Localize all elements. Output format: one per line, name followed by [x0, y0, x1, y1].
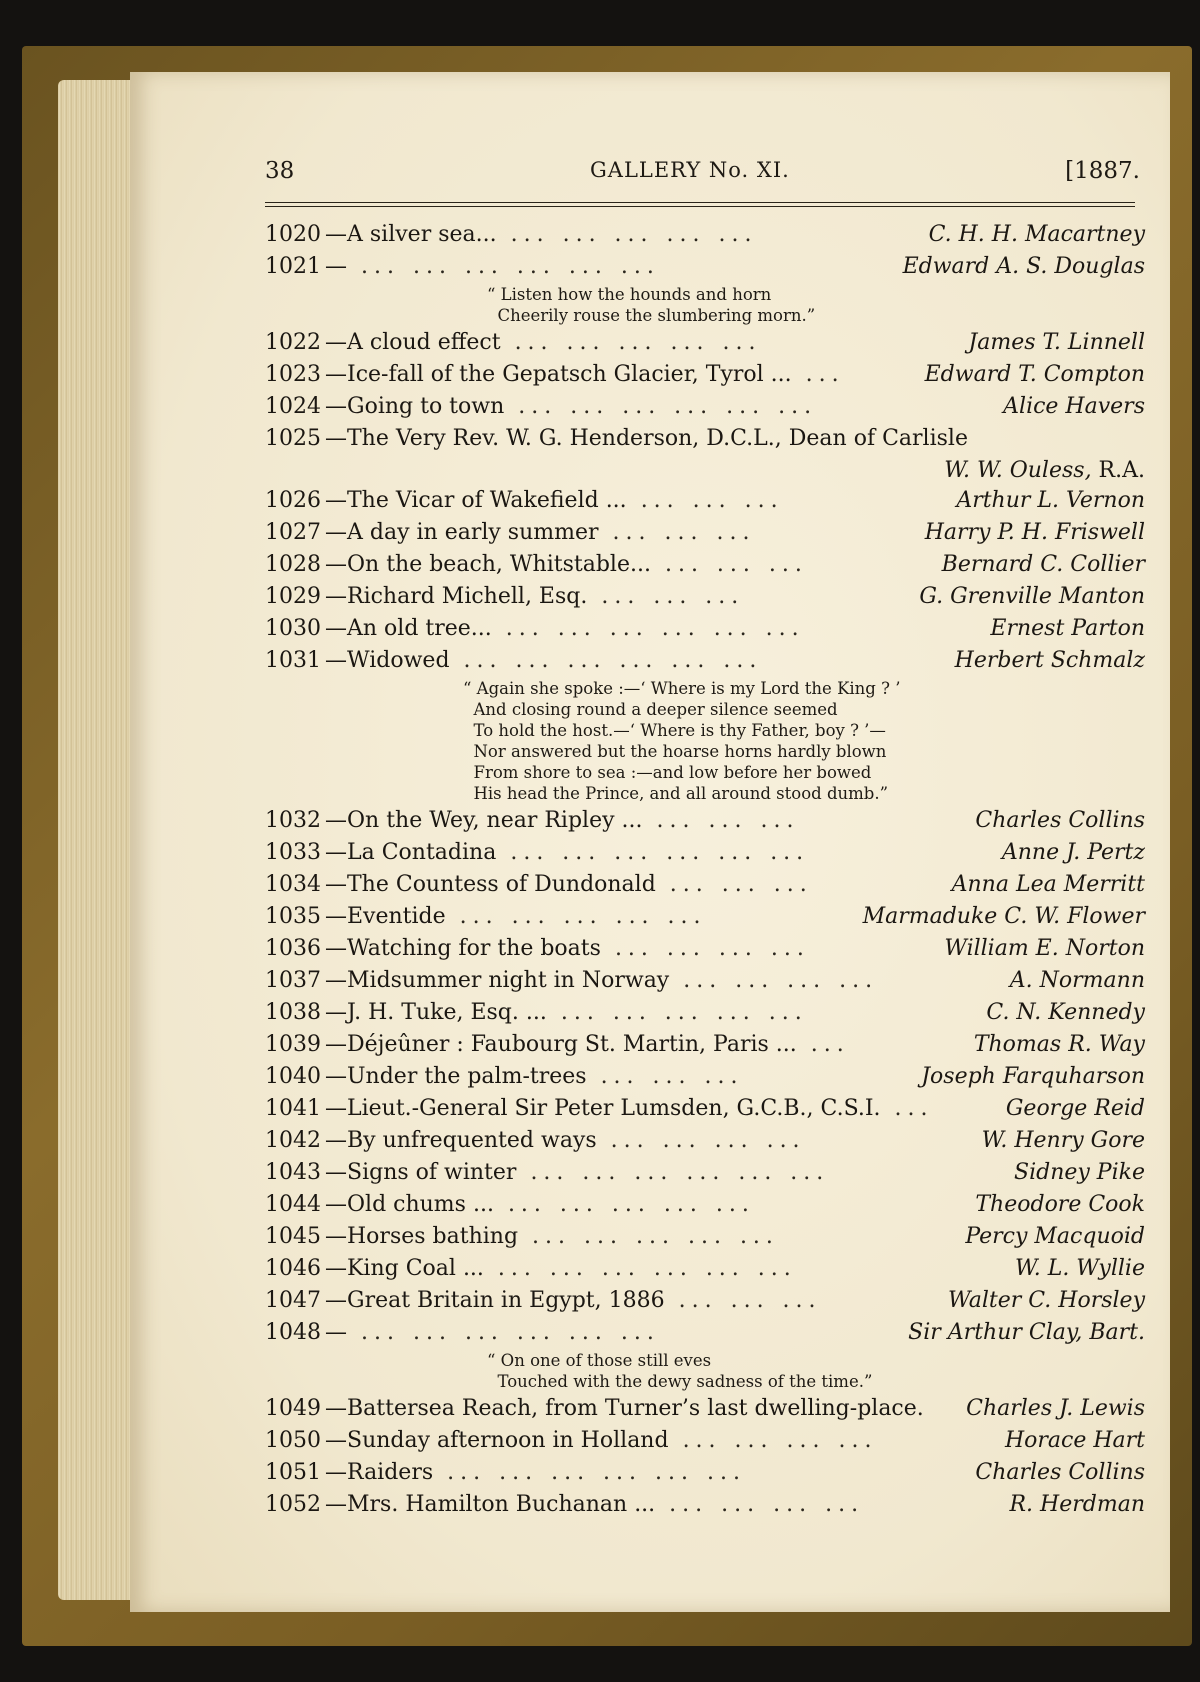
entry-artist: Anne J. Pertz — [1001, 840, 1145, 865]
catalogue-entry — [265, 254, 1145, 286]
entry-title: —A day in early summer — [325, 520, 599, 545]
entry-number: 1025 — [265, 426, 321, 451]
entry-number: 1034 — [265, 872, 321, 897]
catalogue-entry — [265, 330, 1145, 362]
entry-artist: Arthur L. Vernon — [956, 488, 1145, 513]
catalogue-entry — [265, 1096, 1145, 1128]
entry-artist: Charles J. Lewis — [966, 1396, 1145, 1421]
entry-title: —Midsummer night in Norway — [325, 968, 670, 993]
catalogue-entry — [265, 1192, 1145, 1224]
entry-title: —Going to town — [325, 394, 505, 419]
entry-title: —Battersea Reach, from Turner’s last dwelling-place. — [325, 1396, 924, 1421]
entry-artist: Alice Havers — [1003, 394, 1145, 419]
leader-dots: ... ... ... ... ... — [510, 222, 758, 247]
entry-title: —Richard Michell, Esq. — [325, 584, 588, 609]
entry-number: 1041 — [265, 1096, 321, 1121]
catalogue-entry — [265, 1224, 1145, 1256]
entry-artist: G. Grenville Manton — [919, 584, 1145, 609]
entry-number: 1023 — [265, 362, 321, 387]
leader-dots: ... ... ... ... ... ... — [518, 394, 818, 419]
catalogue-entry — [265, 1032, 1145, 1064]
entry-artist: Charles Collins — [975, 1460, 1145, 1485]
entry-title: —On the beach, Whitstable... — [325, 552, 651, 577]
entry-number: 1042 — [265, 1128, 321, 1153]
leader-dots: ... ... ... — [678, 1288, 822, 1313]
entry-title: —La Contadina — [325, 840, 497, 865]
entry-title: —Watching for the boats — [325, 936, 601, 961]
entry-artist: George Reid — [1005, 1096, 1145, 1121]
entry-artist: W. L. Wyllie — [1014, 1256, 1145, 1281]
entry-title: —On the Wey, near Ripley ... — [325, 808, 643, 833]
catalogue-entry — [265, 648, 1145, 680]
entry-quotation: “ On one of those still eves Touched with the dewy sadness of the time.” — [487, 1351, 873, 1391]
entry-title: —The Countess of Dundonald — [325, 872, 656, 897]
entry-title: —Old chums ... — [325, 1192, 494, 1217]
entry-title: —Signs of winter — [325, 1160, 517, 1185]
leader-dots: ... ... ... ... ... ... — [361, 1320, 660, 1345]
catalogue-entry — [265, 1000, 1145, 1032]
entry-artist: Ernest Parton — [990, 616, 1145, 641]
entry-artist: W. W. Ouless, R.A. — [944, 458, 1145, 483]
leader-dots: ... ... ... ... ... — [532, 1224, 779, 1249]
entry-number: 1046 — [265, 1256, 321, 1281]
leader-dots: ... ... ... — [601, 584, 745, 609]
entry-number: 1033 — [265, 840, 321, 865]
entry-artist: James T. Linnell — [968, 330, 1145, 355]
entry-number: 1021 — [265, 254, 321, 279]
catalogue-entry — [265, 1064, 1145, 1096]
entry-artist: Sidney Pike — [1014, 1160, 1145, 1185]
catalogue-entry — [265, 1128, 1145, 1160]
entry-artist: C. H. H. Macartney — [928, 222, 1145, 247]
leader-dots: ... — [894, 1096, 934, 1121]
entry-artist: Edward T. Compton — [924, 362, 1145, 387]
entry-artist: Thomas R. Way — [973, 1032, 1145, 1057]
page-number: 38 — [265, 158, 295, 184]
entry-title: —An old tree... — [325, 616, 492, 641]
leader-dots: ... ... ... ... ... ... — [497, 1256, 797, 1281]
entry-number: 1028 — [265, 552, 321, 577]
entry-number: 1024 — [265, 394, 321, 419]
page-edges — [58, 80, 136, 1600]
leader-dots: ... ... ... ... ... — [459, 904, 707, 929]
leader-dots: ... ... ... ... — [610, 1128, 806, 1153]
leader-dots: ... ... ... ... ... — [514, 330, 762, 355]
entry-title: —A cloud effect — [325, 330, 501, 355]
entry-quotation: “ Again she spoke :—‘ Where is my Lord the King ? ’ And closing round a deeper silence seemed To hold the host.—‘ Where is thy Father, boy ? ’— Nor answered but the hoarse horns hardly blown From shore to sea :—and low before her bowed His head the Prince, and all around stood dumb.” — [463, 679, 901, 803]
entry-number: 1037 — [265, 968, 321, 993]
entry-title: —The Vicar of Wakefield ... — [325, 488, 627, 513]
entry-number: 1029 — [265, 584, 321, 609]
entry-number: 1045 — [265, 1224, 321, 1249]
entry-number: 1049 — [265, 1396, 321, 1421]
entry-number: 1040 — [265, 1064, 321, 1089]
entry-artist: A. Normann — [1009, 968, 1145, 993]
leader-dots: ... ... ... — [612, 520, 756, 545]
catalogue-entry — [265, 552, 1145, 584]
entry-number: 1052 — [265, 1492, 321, 1517]
leader-dots: ... ... ... ... — [682, 1428, 878, 1453]
entry-artist: W. Henry Gore — [981, 1128, 1145, 1153]
leader-dots: ... ... ... — [640, 488, 784, 513]
entry-title: —Déjeûner : Faubourg St. Martin, Paris ... — [325, 1032, 797, 1057]
catalogue-entry — [265, 616, 1145, 648]
entry-quotation: “ Listen how the hounds and horn Cheerily rouse the slumbering morn.” — [487, 285, 816, 325]
entry-title: — — [325, 254, 347, 279]
entry-number: 1048 — [265, 1320, 321, 1345]
leader-dots: ... ... ... ... ... ... — [505, 616, 805, 641]
catalogue-entry — [265, 968, 1145, 1000]
leader-dots: ... ... ... — [656, 808, 800, 833]
entry-title: —J. H. Tuke, Esq. ... — [325, 1000, 547, 1025]
entry-title: —Eventide — [325, 904, 446, 929]
entry-title: —Under the palm-trees — [325, 1064, 587, 1089]
entry-artist: Walter C. Horsley — [948, 1288, 1145, 1313]
entry-title: —Mrs. Hamilton Buchanan ... — [325, 1492, 656, 1517]
catalogue-entry — [265, 904, 1145, 936]
artist-honour: R.A. — [1091, 458, 1145, 483]
entry-title: —The Very Rev. W. G. Henderson, D.C.L., Dean of Carlisle — [325, 426, 968, 451]
leader-dots: ... ... ... ... ... — [507, 1192, 755, 1217]
catalogue-entry — [265, 584, 1145, 616]
gallery-title: GALLERY No. XI. — [590, 158, 790, 182]
year-label: [1887. — [1065, 158, 1140, 184]
catalogue-list — [265, 222, 1145, 1524]
leader-dots: ... ... ... ... ... ... — [447, 1460, 746, 1485]
catalogue-entry — [265, 840, 1145, 872]
entry-number: 1022 — [265, 330, 321, 355]
entry-artist: Charles Collins — [975, 808, 1145, 833]
catalogue-entry — [265, 1396, 1145, 1428]
entry-artist: William E. Norton — [944, 936, 1145, 961]
catalogue-entry — [265, 808, 1145, 840]
entry-artist: Bernard C. Collier — [941, 552, 1145, 577]
entry-number: 1044 — [265, 1192, 321, 1217]
entry-artist: Percy Macquoid — [965, 1224, 1145, 1249]
entry-artist: Horace Hart — [1004, 1428, 1145, 1453]
entry-artist: Anna Lea Merritt — [951, 872, 1145, 897]
entry-number: 1039 — [265, 1032, 321, 1057]
leader-dots: ... ... ... ... ... ... — [510, 840, 810, 865]
catalogue-entry — [265, 1428, 1145, 1460]
catalogue-entry — [265, 1460, 1145, 1492]
entry-number: 1035 — [265, 904, 321, 929]
entry-title: —Raiders — [325, 1460, 434, 1485]
running-head — [265, 158, 1140, 198]
entry-title: —By unfrequented ways — [325, 1128, 597, 1153]
entry-artist: Theodore Cook — [975, 1192, 1145, 1217]
entry-title: —Lieut.-General Sir Peter Lumsden, G.C.B., C.S.I. — [325, 1096, 881, 1121]
catalogue-entry — [265, 936, 1145, 968]
entry-artist: Marmaduke C. W. Flower — [862, 904, 1145, 929]
leader-dots: ... ... ... — [600, 1064, 744, 1089]
leader-dots: ... ... ... ... — [669, 1492, 865, 1517]
entry-title: —A silver sea... — [325, 222, 497, 247]
entry-number: 1031 — [265, 648, 321, 673]
catalogue-entry — [265, 1320, 1145, 1352]
header-rule — [265, 202, 1135, 207]
catalogue-entry — [265, 222, 1145, 254]
catalogue-entry — [265, 872, 1145, 904]
entry-artist-line — [265, 458, 1145, 488]
entry-number: 1032 — [265, 808, 321, 833]
entry-title: —Great Britain in Egypt, 1886 — [325, 1288, 665, 1313]
catalogue-entry — [265, 1288, 1145, 1320]
catalogue-entry — [265, 1492, 1145, 1524]
catalogue-entry — [265, 1160, 1145, 1192]
entry-number: 1026 — [265, 488, 321, 513]
leader-dots: ... ... ... ... ... ... — [361, 254, 660, 279]
entry-number: 1047 — [265, 1288, 321, 1313]
catalogue-entry — [265, 426, 1145, 458]
entry-artist: C. N. Kennedy — [986, 1000, 1145, 1025]
leader-dots: ... ... ... ... ... ... — [530, 1160, 830, 1185]
catalogue-entry — [265, 520, 1145, 552]
entry-title: —Horses bathing — [325, 1224, 519, 1249]
entry-number: 1038 — [265, 1000, 321, 1025]
leader-dots: ... ... ... ... — [683, 968, 879, 993]
entry-number: 1020 — [265, 222, 321, 247]
entry-artist: R. Herdman — [1009, 1492, 1145, 1517]
catalogue-entry — [265, 488, 1145, 520]
entry-artist: Joseph Farquharson — [921, 1064, 1145, 1089]
entry-title: —Widowed — [325, 648, 450, 673]
catalogue-entry — [265, 394, 1145, 426]
entry-artist: Sir Arthur Clay, Bart. — [908, 1320, 1145, 1345]
leader-dots: ... — [805, 362, 845, 387]
leader-dots: ... ... ... — [664, 552, 808, 577]
entry-title: —Ice-fall of the Gepatsch Glacier, Tyrol ... — [325, 362, 792, 387]
entry-number: 1050 — [265, 1428, 321, 1453]
entry-number: 1030 — [265, 616, 321, 641]
entry-number: 1051 — [265, 1460, 321, 1485]
leader-dots: ... ... ... ... ... — [560, 1000, 808, 1025]
entry-title: — — [325, 1320, 347, 1345]
entry-number: 1043 — [265, 1160, 321, 1185]
entry-artist: Edward A. S. Douglas — [902, 254, 1145, 279]
entry-artist: Harry P. H. Friswell — [924, 520, 1145, 545]
catalogue-entry — [265, 1256, 1145, 1288]
entry-artist: Herbert Schmalz — [954, 648, 1145, 673]
entry-number: 1036 — [265, 936, 321, 961]
leader-dots: ... ... ... ... ... ... — [463, 648, 763, 673]
catalogue-entry — [265, 362, 1145, 394]
leader-dots: ... — [810, 1032, 850, 1057]
leader-dots: ... ... ... — [669, 872, 813, 897]
leader-dots: ... ... ... ... — [614, 936, 810, 961]
entry-title: —Sunday afternoon in Holland — [325, 1428, 669, 1453]
entry-number: 1027 — [265, 520, 321, 545]
entry-title: —King Coal ... — [325, 1256, 484, 1281]
